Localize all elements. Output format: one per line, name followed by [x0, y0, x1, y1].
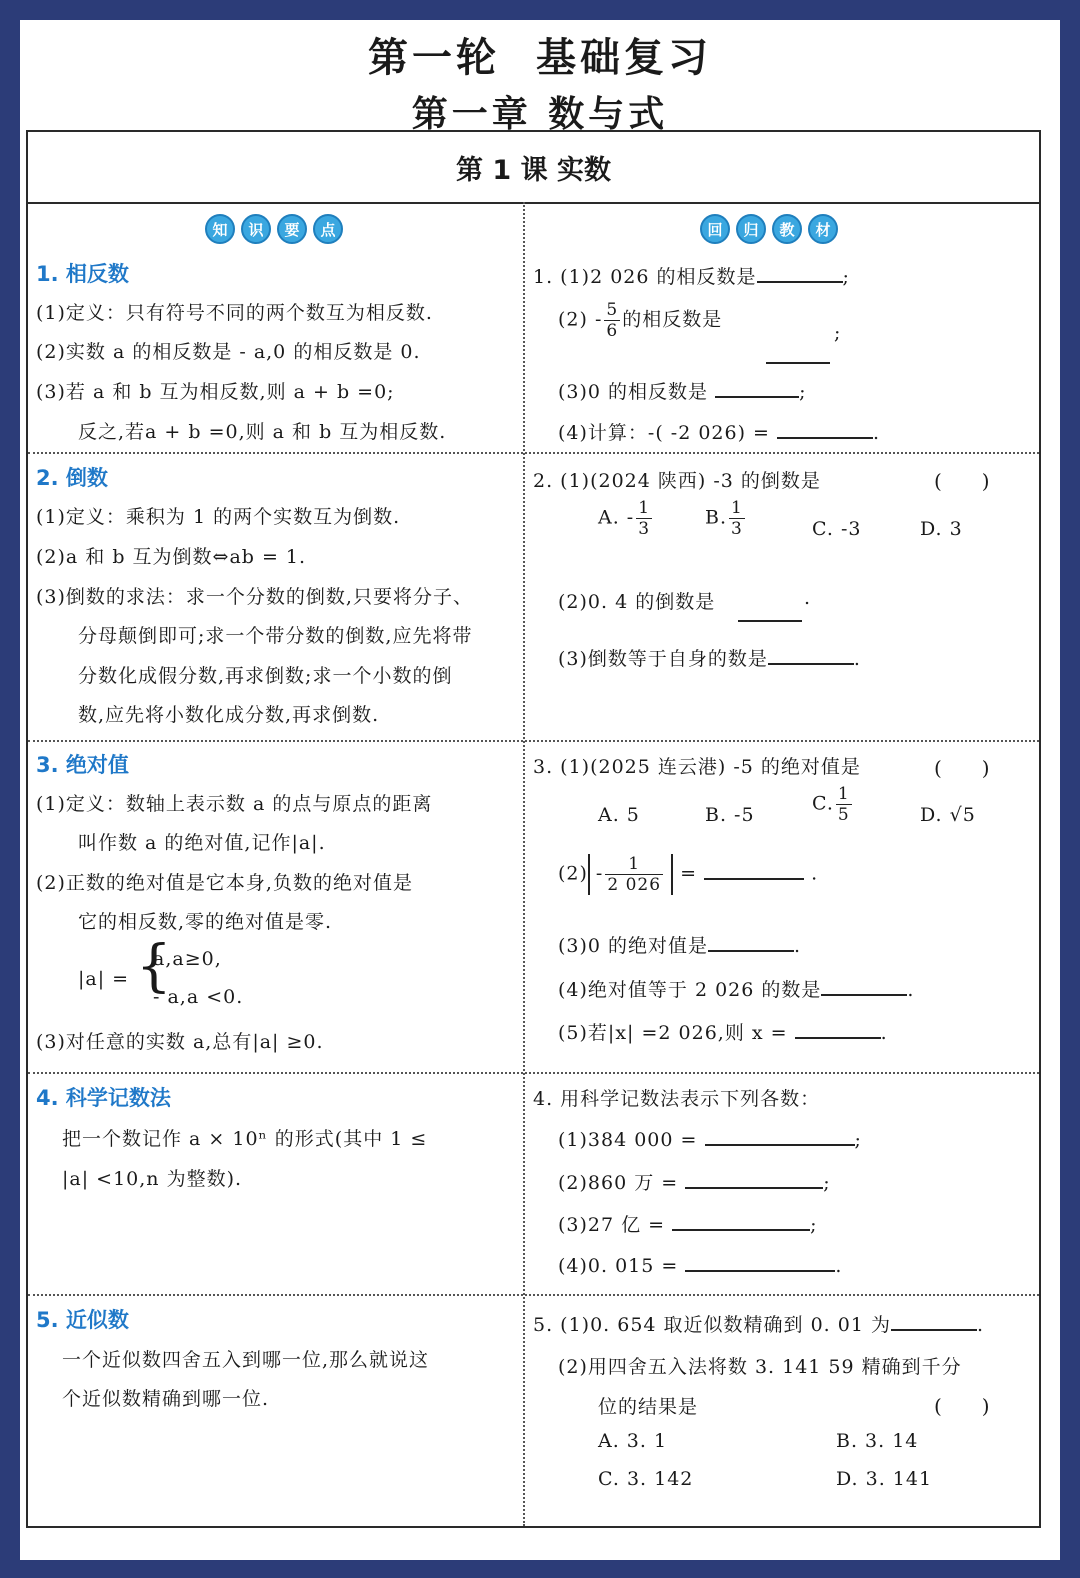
- knowledge-line: 叫作数 a 的绝对值,记作|a|.: [78, 832, 326, 854]
- question-text: (3)倒数等于自身的数是: [558, 648, 768, 670]
- knowledge-line: 个近似数精确到哪一位.: [62, 1388, 270, 1410]
- column-divider: [523, 202, 525, 1526]
- exercise-3-2: [558, 854, 818, 895]
- question-text: (2)860 万 =: [558, 1172, 679, 1194]
- question-text: (5)若|x| =2 026,则 x =: [558, 1022, 788, 1044]
- choice-b[interactable]: B. 3. 14: [836, 1430, 919, 1452]
- punct: .: [907, 979, 915, 1001]
- punct: ;: [854, 1129, 862, 1151]
- choice-b[interactable]: [705, 498, 747, 539]
- choice-c[interactable]: [812, 784, 854, 825]
- lesson-sheet: [26, 130, 1041, 1528]
- denominator: 3: [638, 519, 651, 539]
- exercise-5-1: [533, 1310, 984, 1337]
- badge-char: 识: [241, 214, 271, 244]
- exercise-4-2: [558, 1168, 831, 1195]
- section-title-reciprocal: 2. 倒数: [36, 466, 108, 490]
- knowledge-line: (2)正数的绝对值是它本身,负数的绝对值是: [36, 872, 413, 894]
- knowledge-points-badge: [205, 214, 343, 244]
- choice-c[interactable]: C. 3. 142: [598, 1468, 694, 1490]
- worksheet-page: [20, 20, 1060, 1560]
- question-text: 5. (1)0. 654 取近似数精确到 0. 01 为: [533, 1314, 891, 1336]
- absolute-value-bars: [588, 854, 673, 895]
- choice-a[interactable]: A. 5: [598, 804, 640, 826]
- exercise-4-3: [558, 1210, 818, 1237]
- choice-a[interactable]: [598, 498, 654, 539]
- choice-b[interactable]: B. -5: [705, 804, 755, 826]
- row-divider: [28, 1294, 1039, 1296]
- exercise-2-3: [558, 644, 861, 671]
- equals-sign: =: [680, 862, 697, 885]
- fraction: [605, 854, 663, 895]
- knowledge-line: (1)定义：数轴上表示数 a 的点与原点的距离: [36, 793, 433, 815]
- knowledge-line: 反之,若a + b =0,则 a 和 b 互为相反数.: [78, 421, 447, 443]
- choice-d[interactable]: D. 3. 141: [836, 1468, 933, 1490]
- section-title-absolute: 3. 绝对值: [36, 753, 129, 777]
- answer-paren[interactable]: ( ): [934, 756, 990, 780]
- exercise-3-3: [558, 931, 801, 958]
- numerator: 1: [837, 784, 850, 804]
- exercise-5-2-cont: 位的结果是: [598, 1396, 699, 1418]
- answer-blank[interactable]: [795, 1019, 881, 1039]
- knowledge-line: (3)倒数的求法：求一个分数的倒数,只要将分子、: [36, 586, 473, 608]
- choice-a[interactable]: A. 3. 1: [598, 1430, 668, 1452]
- denominator: 6: [606, 321, 619, 341]
- badge-char: 要: [277, 214, 307, 244]
- punct: ;: [842, 266, 850, 288]
- punct: ;: [810, 1214, 818, 1236]
- question-text: (2): [558, 862, 588, 885]
- knowledge-line: 一个近似数四舍五入到哪一位,那么就说这: [62, 1349, 430, 1371]
- answer-blank[interactable]: [672, 1211, 810, 1231]
- choice-d[interactable]: D. √5: [920, 804, 976, 826]
- lesson-title: 第 1 课 实数: [28, 132, 1039, 204]
- exercise-2-1: 2. (1)(2024 陕西) -3 的倒数是: [533, 470, 821, 492]
- exercise-5-2: (2)用四舍五入法将数 3. 141 59 精确到千分: [558, 1356, 962, 1378]
- punct: .: [880, 1022, 888, 1044]
- question-text: 1. (1)2 026 的相反数是: [533, 266, 757, 288]
- knowledge-line: (3)对任意的实数 a,总有|a| ≥0.: [36, 1031, 324, 1053]
- choice-d[interactable]: D. 3: [920, 518, 963, 540]
- exercise-2-2: (2)0. 4 的倒数是: [558, 591, 716, 613]
- row-divider: [28, 740, 1039, 742]
- knowledge-line: (2)实数 a 的相反数是 - a,0 的相反数是 0.: [36, 341, 421, 363]
- exercise-1-2: [558, 300, 722, 341]
- knowledge-line: 分母颠倒即可;求一个带分数的倒数,应先将带: [78, 625, 473, 647]
- badge-char: 教: [772, 214, 802, 244]
- numerator: 1: [731, 498, 743, 518]
- choice-label: B.: [705, 506, 728, 529]
- answer-blank[interactable]: [821, 976, 907, 996]
- fraction: [729, 498, 745, 539]
- answer-blank[interactable]: [777, 419, 873, 439]
- punct: ;: [834, 322, 842, 344]
- badge-char: 材: [808, 214, 838, 244]
- choice-c[interactable]: C. -3: [812, 518, 862, 540]
- punct: ;: [799, 381, 807, 403]
- answer-blank[interactable]: [685, 1252, 835, 1272]
- exercise-4-1: [558, 1126, 862, 1151]
- abs-def-case: - a,a <0.: [153, 986, 244, 1008]
- minus-sign: -: [595, 862, 604, 885]
- denominator: 2 026: [607, 875, 662, 895]
- question-text: (3)27 亿 =: [558, 1214, 666, 1236]
- choice-label: C.: [812, 792, 834, 815]
- knowledge-line: 分数化成假分数,再求倒数;求一个小数的倒: [78, 665, 453, 687]
- knowledge-line: 数,应先将小数化成分数,再求倒数.: [78, 704, 380, 726]
- numerator: 5: [606, 300, 619, 320]
- punct: .: [804, 587, 812, 609]
- section-title-approximate: 5. 近似数: [36, 1308, 129, 1332]
- question-text: (3)0 的相反数是: [558, 381, 709, 403]
- round-title: 第一轮 基础复习: [368, 35, 712, 81]
- punct: ;: [823, 1172, 831, 1194]
- answer-blank[interactable]: [738, 602, 802, 622]
- punct: .: [873, 422, 881, 444]
- punct: .: [835, 1255, 843, 1277]
- answer-blank[interactable]: [757, 263, 843, 283]
- answer-blank[interactable]: [715, 378, 799, 398]
- knowledge-line: |a| <10,n 为整数).: [62, 1168, 243, 1190]
- brace-symbol: {: [136, 934, 173, 999]
- exercise-4-4: [558, 1252, 842, 1277]
- denominator: 5: [837, 805, 850, 825]
- row-divider: [28, 452, 1039, 454]
- knowledge-line: (1)定义：乘积为 1 的两个实数互为倒数.: [36, 506, 401, 528]
- answer-paren[interactable]: ( ): [934, 1394, 990, 1418]
- answer-blank[interactable]: [708, 932, 794, 952]
- knowledge-line: (3)若 a 和 b 互为相反数,则 a + b =0;: [36, 381, 395, 403]
- denominator: 3: [731, 519, 743, 539]
- exercise-4: 4. 用科学记数法表示下列各数：: [533, 1088, 821, 1110]
- chapter-title: 第一章 数与式: [411, 94, 669, 135]
- row-divider: [28, 1072, 1039, 1074]
- numerator: 1: [638, 498, 651, 518]
- knowledge-line: (1)定义：只有符号不同的两个数互为相反数.: [36, 302, 433, 324]
- punct: .: [794, 935, 802, 957]
- answer-blank[interactable]: [768, 645, 854, 665]
- exercise-1-3: [558, 377, 807, 404]
- answer-blank[interactable]: [685, 1169, 823, 1189]
- choice-label: A. -: [598, 506, 635, 529]
- answer-blank[interactable]: [704, 860, 804, 880]
- answer-blank[interactable]: [891, 1311, 977, 1331]
- numerator: 1: [605, 854, 663, 875]
- punct: .: [976, 1314, 985, 1336]
- question-text: (4)计算：-( -2 026) =: [558, 422, 770, 444]
- exercise-1-1: [533, 262, 850, 289]
- badge-char: 回: [700, 214, 730, 244]
- section-title-scientific: 4. 科学记数法: [36, 1086, 171, 1110]
- abs-def-lhs: |a| =: [78, 968, 130, 990]
- badge-char: 知: [205, 214, 235, 244]
- answer-blank[interactable]: [705, 1126, 855, 1146]
- exercise-3-1: 3. (1)(2025 连云港) -5 的绝对值是: [533, 756, 861, 778]
- abs-def-case: a,a≥0,: [153, 948, 222, 970]
- fraction: [604, 300, 620, 341]
- exercise-3-4: [558, 975, 914, 1002]
- fraction: [836, 784, 852, 825]
- answer-paren[interactable]: ( ): [934, 469, 990, 493]
- question-text: (3)0 的绝对值是: [558, 935, 709, 957]
- answer-blank[interactable]: [766, 344, 830, 364]
- knowledge-line: 把一个数记作 a × 10ⁿ 的形式(其中 1 ≤: [62, 1128, 428, 1150]
- punct: .: [811, 862, 819, 885]
- question-text: 的相反数是: [622, 308, 723, 331]
- question-text: (1)384 000 =: [558, 1129, 698, 1151]
- question-text: (2) -: [558, 308, 603, 331]
- knowledge-line: 它的相反数,零的绝对值是零.: [78, 911, 333, 933]
- exercise-1-4: [558, 418, 880, 445]
- question-text: (4)绝对值等于 2 026 的数是: [558, 979, 822, 1001]
- punct: .: [853, 648, 861, 670]
- exercise-3-5: [558, 1018, 888, 1045]
- section-title-opposite: 1. 相反数: [36, 262, 129, 286]
- fraction: [636, 498, 652, 539]
- badge-char: 点: [313, 214, 343, 244]
- question-text: (4)0. 015 =: [558, 1255, 679, 1277]
- knowledge-line: (2)a 和 b 互为倒数⇔ab = 1.: [36, 546, 307, 568]
- textbook-review-badge: [700, 214, 838, 244]
- badge-char: 归: [736, 214, 766, 244]
